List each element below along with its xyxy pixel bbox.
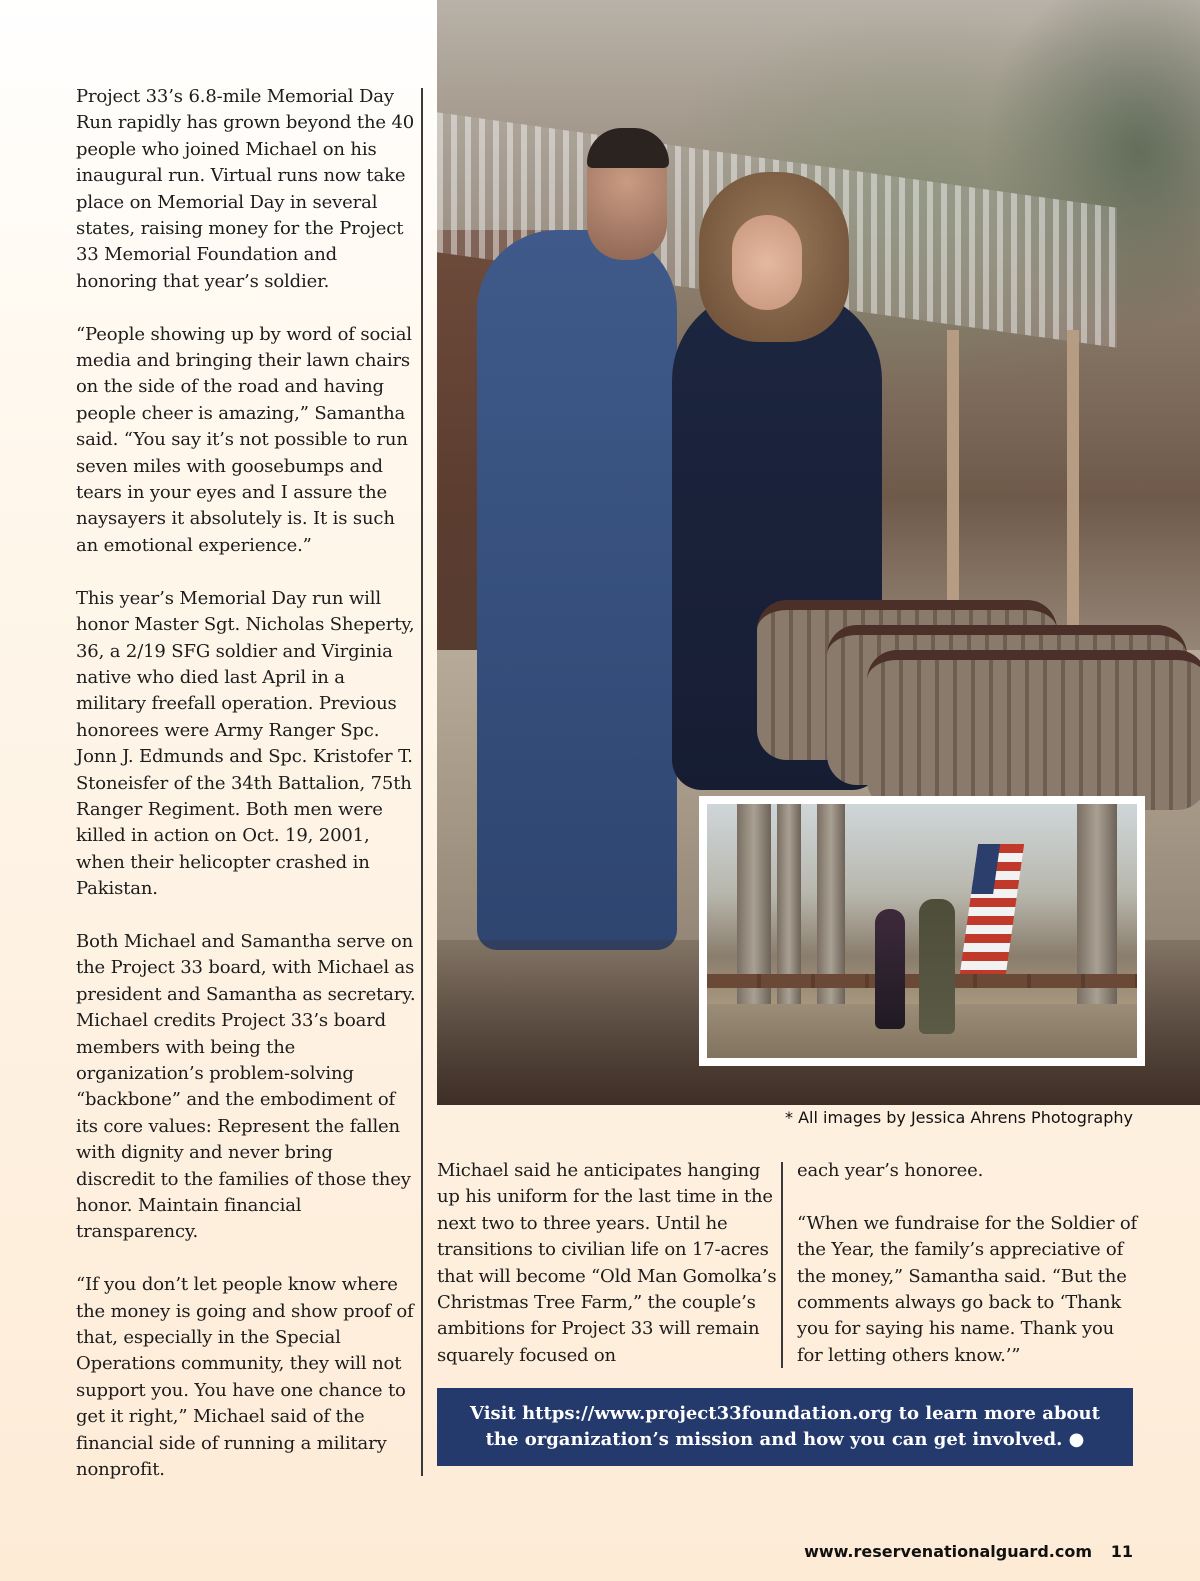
middle-paragraph-1: Michael said he anticipates hanging up his uniform for the last time in the next two to three years. Until he transitions to civilian life on 17-acres that will become “Old Man Gomolka’s Christmas Tree Farm,” the couple’s ambitions for Project 33 will remain squarely focused on <box>437 1160 777 1366</box>
left-paragraph-2: “People showing up by word of social media and bringing their lawn chairs on the side of the road and having people cheer is amazing,” Samantha said. “You say it’s not possible to run seven miles with goosebumps and tears in your eyes and I assure the naysayers it absolutely is. It is such an emotional experience.” <box>76 323 412 556</box>
left-paragraph-3: This year’s Memorial Day run will honor Master Sgt. Nicholas Sheperty, 36, a 2/19 SFG soldier and Virginia native who died last April in a military freefall operation. Previous honorees were Army Ranger Spc. Jonn J. Edmunds and Spc. Kristofer T. Stoneisfer of the 34th Battalion, 75th Ranger Regiment. Both men were killed in action on Oct. 19, 2001, when their helicopter crashed in Pakistan. <box>76 587 415 900</box>
right-paragraph-1: each year’s honoree. <box>797 1160 984 1181</box>
photo-credit-caption: * All images by Jessica Ahrens Photography <box>784 1108 1133 1127</box>
left-paragraph-1: Project 33’s 6.8-mile Memorial Day Run rapidly has grown beyond the 40 people who joined Michael on his inaugural run. Virtual runs now take place on Memorial Day in several states, raising money for the Project 33 Memorial Foundation and honoring that year’s soldier. <box>76 86 415 292</box>
middle-article-column <box>437 1158 777 1396</box>
right-paragraph-2: “When we fundraise for the Soldier of the Year, the family’s appreciative of the money,” Samantha said. “But the comments always go back to ‘Thank you for saying his name. Thank you for letting others know.’” <box>797 1212 1137 1366</box>
page-number: 11 <box>1110 1542 1133 1561</box>
call-to-action-banner <box>437 1388 1133 1466</box>
left-paragraph-4: Both Michael and Samantha serve on the Project 33 board, with Michael as president and Samantha as secretary. Michael credits Project 33’s board members with being the organization’s problem-solving “backbone” and the embodiment of its core values: Represent the fallen with dignity and never bring discredit to the families of those they honor. Maintain financial transparency. <box>76 930 416 1243</box>
inset-flag-photo <box>699 796 1145 1066</box>
footer-website: www.reservenationalguard.com <box>804 1542 1092 1561</box>
column-divider-middle <box>781 1162 783 1368</box>
column-divider-left <box>421 88 423 1476</box>
cta-text: Visit https://www.project33foundation.org to learn more about the organization’s mission and how you can get involved. ● <box>470 1403 1100 1450</box>
left-paragraph-5: “If you don’t let people know where the money is going and show proof of that, especially in the Special Operations community, they will not support you. You have one chance to get it right,” Michael said of the financial side of running a military nonprofit. <box>76 1274 414 1481</box>
right-article-column <box>797 1158 1142 1396</box>
left-article-column <box>76 84 416 1510</box>
